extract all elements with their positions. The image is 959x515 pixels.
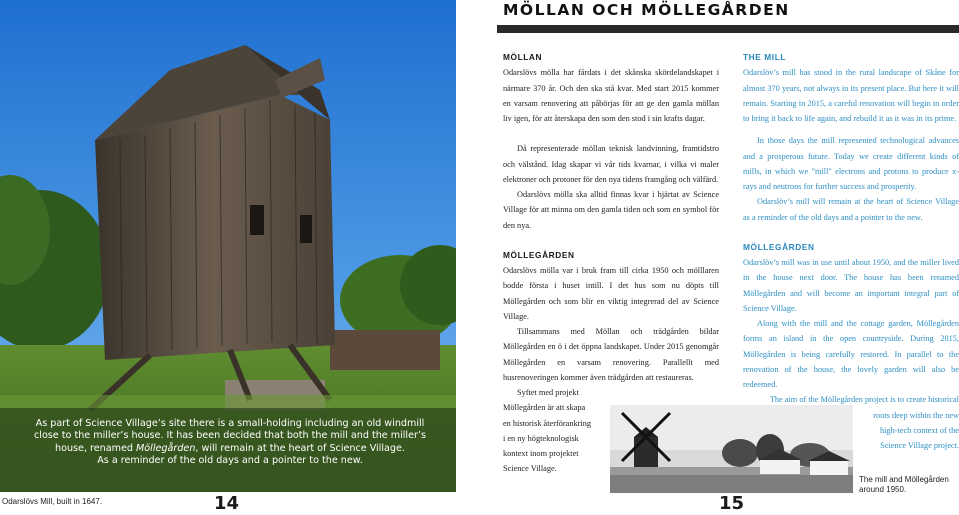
paragraph: Along with the mill and the cottage garden, Möllegården forms an island in the open countryside. During 2015, Möllegården is being carefully restored. In parallel to the renovation of the house, the lovely garden will also be redeemed. bbox=[743, 319, 959, 389]
line: Science Village. bbox=[503, 464, 557, 474]
caption-line: , will remain at the heart of Science Village. bbox=[195, 442, 405, 454]
spread-title: MÖLLAN OCH MÖLLEGÅRDEN bbox=[503, 1, 790, 19]
paragraph: Odarslöv’s mill has stood in the rural landscape of Skåne for almost 370 years, not always in its present place. But here it will remain. Starting in 2015, a careful renovation will begin in order to bring it back to life again, and rebuild it as it was in its prime. bbox=[743, 68, 959, 123]
paragraph: Då representerade möllan teknisk landvinning, framtidstro och välstånd. Idag skapar vi vår tids kvarnar, i vilka vi maler elektroner och protoner för den nya tidens framgång och välfärd. bbox=[503, 144, 719, 184]
historical-mill-photo bbox=[610, 405, 853, 493]
section-heading-the-mill: THE MILL bbox=[743, 52, 787, 62]
inset-caption: The mill and Möllegården around 1950. bbox=[859, 475, 949, 494]
line: Syftet med projekt bbox=[517, 388, 579, 397]
line: roots deep within the new bbox=[873, 410, 959, 420]
line: The aim of the Möllegården project is to create historical bbox=[769, 395, 959, 405]
paragraph-wrapped bbox=[503, 385, 599, 477]
caption-line: As a reminder of the old days and a pointer to the new. bbox=[97, 454, 363, 466]
line: i en ny högteknologisk bbox=[503, 433, 579, 443]
line: high-tech context of the bbox=[879, 425, 959, 435]
caption-line: As part of Science Village’s site there is a small-holding including an old windmill bbox=[35, 418, 425, 429]
section-heading-mollegarden: MÖLLEGÅRDEN bbox=[503, 249, 575, 260]
line: kontext inom projektet bbox=[503, 449, 579, 458]
title-rule bbox=[497, 25, 959, 33]
line: en historisk återförankring bbox=[503, 418, 592, 428]
caption-line: house, renamed bbox=[55, 442, 137, 454]
paragraph: Odarslövs mölla var i bruk fram till cirka 1950 och mölllaren bodde första i huset intill. I det hus som nu döpts till Möllegården och som blir en viktig integrerad del av Science Village. bbox=[503, 266, 719, 321]
photo-credit-caption: Odarslövs Mill, built in 1647. bbox=[2, 497, 103, 506]
historical-mill-image bbox=[610, 405, 853, 493]
caption-line: close to the miller’s house. It has been decided that both the mill and the miller’s bbox=[34, 430, 426, 442]
line: Möllegården är att skapa bbox=[503, 403, 586, 413]
english-column bbox=[743, 50, 959, 453]
paragraph: Odarslöv’s mill will remain at the heart of Science Village as a reminder of the old days and a pointer to the new. bbox=[743, 197, 959, 222]
section-heading-mollegarden-en: MÖLLEGÅRDEN bbox=[743, 241, 815, 252]
paragraph: In those days the mill represented technological advances and a prosperous future. Today we create different kinds of mills, in which we "mill" electrons and protons to produce x-rays and neutrons for further success and prosperity. bbox=[743, 136, 959, 191]
paragraph: Odarslöv’s mill was in use until about 1950, and the miller lived in the house next door. The house has been renamed Möllegården and will become an important integral part of Science Village. bbox=[743, 258, 959, 313]
page-number-right: 15 bbox=[719, 493, 745, 514]
line: Science Village project. bbox=[880, 441, 959, 450]
page-number-left: 14 bbox=[214, 493, 240, 514]
paragraph: Tillsammans med Möllan och trädgården bildar Möllegården en ö i det öppna landskapet. Under 2015 genomgår Möllegården en varsam renovering. Parallellt med husrenoveringen kommer även trädgården att restaureras. bbox=[503, 327, 719, 382]
photo-overlay-caption bbox=[14, 418, 446, 467]
paragraph: Odarslövs mölla har fårdats i det skånska skördelandskapet i närmare 370 år. Och den ska stå kvar. Med start 2015 kommer en varsam renovering att påbörjas för att ge den gamla möllan liv igen, för att återskapa den som den stod i sin krafts dagar. bbox=[503, 68, 719, 123]
section-heading-mollan: MÖLLAN bbox=[503, 52, 543, 62]
paragraph: Odarslövs mölla ska alltid finnas kvar i hjärtat av Science Village för att minna om den gamla tiden och som en symbol för den nya. bbox=[503, 190, 719, 230]
caption-italic-name: Möllegården bbox=[136, 442, 196, 454]
